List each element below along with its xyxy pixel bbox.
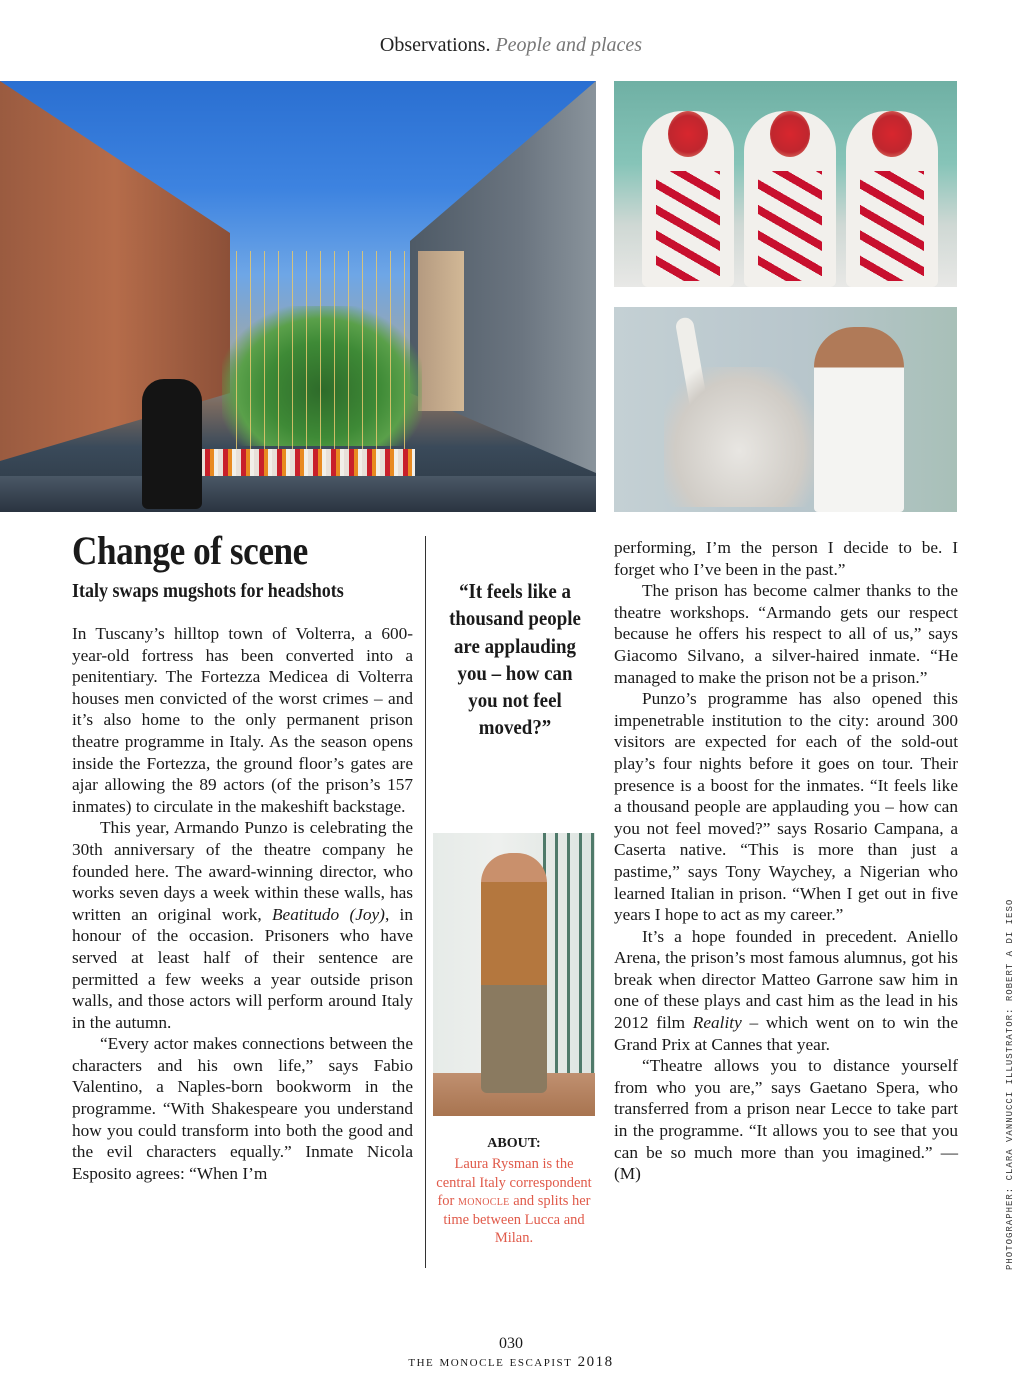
work-title: Beatitudo (Joy) xyxy=(271,904,385,924)
paragraph: performing, I’m the person I decide to be. I forget who I’ve been in the past.” xyxy=(614,538,958,579)
column-divider xyxy=(425,536,426,1268)
paragraph: “Theatre allows you to distance yourself from who you are,” says Gaetano Spera, who transferred from a prison near Lecce to take part in the programme. “It allows you to see that you can be so much more than you imagined.” — (M) xyxy=(614,1056,958,1184)
article-subtitle: Italy swaps mugshots for headshots xyxy=(72,580,344,602)
pull-quote: “It feels like a thousand people are applauding you – how can you not feel moved?” xyxy=(449,579,581,740)
brand-name: monocle xyxy=(458,1193,510,1209)
about-author: Laura Rysman is the central Italy correspondent for monocle and splits her time between Lucca and Milan. xyxy=(436,1156,592,1246)
paragraph: Punzo’s programme has also opened this impenetrable institution to the city: around 300 visitors are expected for each of the sold-out play’s four nights before it goes on tour. Their presence is a boost for the inmates. “It feels like a thousand people are applauding you – how can you not feel moved?” says Rosario Campana, a Caserta native. “This is more than just a pastime,” says Tony Waychey, a Nigerian who learned Italian in prison. “When I get out in five years I hope to act as my career.” xyxy=(614,689,958,925)
photo-credits: PHOTOGRAPHER: CLARA VANNUCCI ILLUSTRATOR: ROBERT A DI IESO xyxy=(1005,898,1015,1270)
paragraph: This year, Armando Punzo is celebrating the 30th anniversary of the theatre company he founded here. The award-winning director, who works seven days a week within these walls, has written an original work, Beatitudo (Joy), in honour of the occasion. Prisoners who have served at least half of their sentence are permitted a few weeks a year outside prison walls, and those actors will perform around Italy in the autumn. xyxy=(72,818,413,1032)
paragraph: It’s a hope founded in precedent. Aniello Arena, the prison’s most famous alumnus, got his break when director Matteo Garrone saw him in one of these plays and cast him as the lead in his 2012 film Reality – which went on to win the Grand Prix at Cannes that year. xyxy=(614,926,958,1054)
paragraph: In Tuscany’s hilltop town of Volterra, a 600-year-old fortress has been converted into a penitentiary. The Fortezza Medicea di Volterra houses men convicted of the worst crimes – and it’s also home to the only permanent prison theatre programme in Italy. As the season opens inside the Fortezza, the ground floor’s gates are ajar allowing the 89 actors (of the prison’s 157 inmates) to circulate in the makeshift backstage. xyxy=(72,624,413,816)
fortress-courtyard-photo xyxy=(0,81,596,512)
paragraph: “Every actor makes connections between the characters and his own life,” says Fabio Valentino, a Naples-born bookworm in the programme. “With Shakespeare you understand how you could transform into both the good and the evil characters equally.” Inmate Nicola Esposito agrees: “When I’m xyxy=(72,1034,413,1183)
subsection-name: People and places xyxy=(495,34,643,56)
film-title: Reality xyxy=(692,1013,742,1033)
section-header xyxy=(0,34,1022,57)
inmate-portrait-photo xyxy=(433,833,595,1116)
article-column-3 xyxy=(614,537,958,1185)
page-number: 030 xyxy=(499,1335,523,1352)
about-label: ABOUT: xyxy=(487,1136,541,1151)
publication-name: the monocle escapist 2018 xyxy=(408,1354,614,1370)
bull-prop-photo xyxy=(614,307,957,512)
painted-actors-photo xyxy=(614,81,957,287)
article-column-1 xyxy=(72,623,413,1184)
paragraph: The prison has become calmer thanks to the theatre workshops. “Armando gets our respect because he offers his respect to all of us,” says Giacomo Silvano, a silver-haired inmate. “He managed to make the prison not be a prison.” xyxy=(614,581,958,687)
article-title: Change of scene xyxy=(72,528,308,573)
section-name: Observations. xyxy=(379,34,491,56)
